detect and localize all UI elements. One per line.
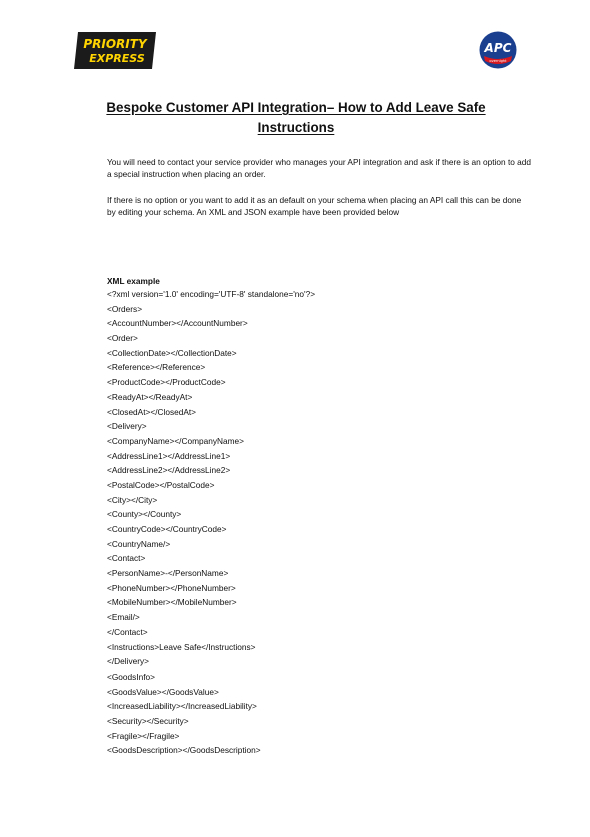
schema-paragraph: If there is no option or you want to add it as an default on your schema when placing an API call this can be done by editing your schema. An XML and JSON example have been provided below bbox=[107, 195, 522, 218]
code-line: <Reference></Reference> bbox=[107, 362, 206, 373]
code-line: <CountryName/> bbox=[107, 538, 171, 549]
code-line: <Instructions>Leave Safe</Instructions> bbox=[107, 641, 256, 652]
xml-example-heading: XML example bbox=[107, 276, 160, 286]
apc-logo-subtext: overnight bbox=[489, 59, 507, 63]
code-line: <IncreasedLiability></IncreasedLiability> bbox=[107, 701, 257, 712]
xml-code-block bbox=[107, 287, 315, 669]
code-line: <GoodsDescription></GoodsDescription> bbox=[107, 745, 261, 756]
code-line: <CountryCode></CountryCode> bbox=[107, 524, 227, 534]
code-line: <AddressLine1></AddressLine1> bbox=[107, 450, 231, 461]
code-line: <AddressLine2></AddressLine2> bbox=[107, 465, 231, 476]
code-line: <?xml version='1.0' encoding='UTF-8' standalone='no'?> bbox=[107, 289, 316, 299]
page-title: Bespoke Customer API Integration– How to Add Leave Safe Instructions bbox=[106, 100, 486, 135]
code-line: <PersonName>-</PersonName> bbox=[107, 568, 229, 579]
code-line: <Contact> bbox=[107, 553, 146, 564]
code-line: <ClosedAt></ClosedAt> bbox=[107, 406, 197, 417]
code-line: <PostalCode></PostalCode> bbox=[107, 479, 215, 490]
code-line: <ReadyAt></ReadyAt> bbox=[107, 391, 193, 402]
code-line: <GoodsValue></GoodsValue> bbox=[107, 686, 219, 697]
intro-paragraph: You will need to contact your service provider who manages your API integration and ask if there is an option to add a special instruction when placing an order. bbox=[107, 157, 532, 180]
code-line: <Delivery> bbox=[107, 421, 147, 432]
code-line: <AccountNumber></AccountNumber> bbox=[107, 318, 248, 329]
code-line: <ProductCode></ProductCode> bbox=[107, 377, 226, 388]
code-line: </Delivery> bbox=[107, 656, 149, 667]
code-line: <Fragile></Fragile> bbox=[107, 730, 180, 741]
code-line: <City></City> bbox=[107, 494, 158, 505]
code-line: <Security></Security> bbox=[107, 716, 189, 727]
code-line: <CompanyName></CompanyName> bbox=[107, 435, 244, 446]
code-line: <MobileNumber></MobileNumber> bbox=[107, 597, 237, 608]
code-line: <County></County> bbox=[107, 509, 182, 520]
priority-express-logo bbox=[74, 32, 156, 69]
apc-logo bbox=[479, 31, 517, 69]
logo-line2: EXPRESS bbox=[89, 52, 145, 65]
code-line: <Order> bbox=[107, 333, 138, 344]
logo-line1: PRIORITY bbox=[83, 37, 147, 51]
code-line: <Orders> bbox=[107, 303, 143, 314]
apc-logo-text: APC bbox=[484, 41, 512, 55]
code-line: <PhoneNumber></PhoneNumber> bbox=[107, 582, 236, 593]
xml-code-block-goods bbox=[107, 670, 261, 758]
code-line: </Contact> bbox=[107, 626, 148, 637]
code-line: <Email/> bbox=[107, 612, 140, 623]
code-line: <CollectionDate></CollectionDate> bbox=[107, 347, 237, 358]
code-line: <GoodsInfo> bbox=[107, 672, 155, 682]
